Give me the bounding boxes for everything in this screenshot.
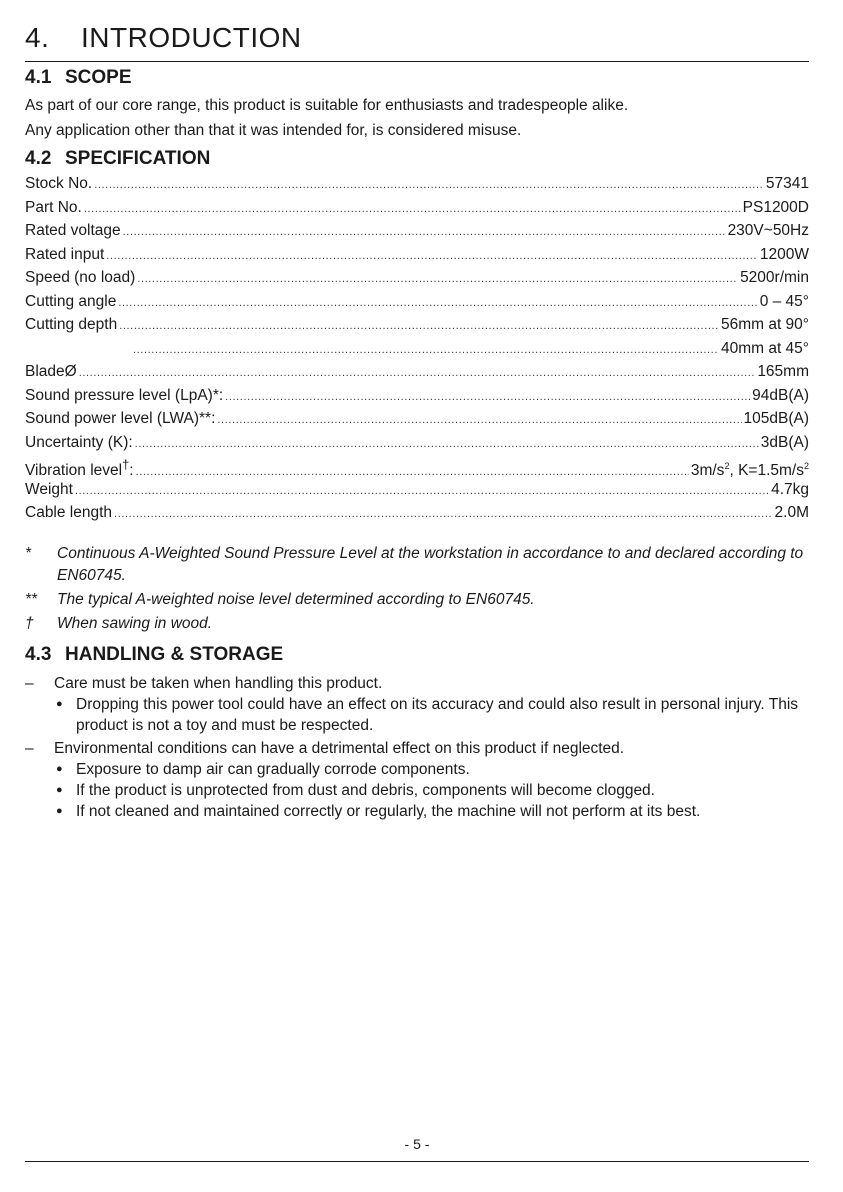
spec-row-part-no	[25, 199, 809, 223]
spec-value	[691, 461, 809, 480]
spec-value: 165mm	[757, 363, 809, 380]
dot-leader	[123, 226, 726, 238]
scope-paragraph	[25, 93, 628, 143]
scope-line: Any application other than that it was intended for, is considered misuse.	[25, 122, 522, 139]
spec-label: BladeØ	[25, 363, 77, 380]
bullet-icon: ●	[56, 805, 63, 817]
spec-value: 3dB(A)	[760, 433, 809, 451]
scope-number: 4.1	[25, 67, 52, 88]
spec-row-weight	[25, 481, 809, 505]
spec-label: Sound pressure level (LpA)*:	[25, 386, 224, 404]
bullet-text: If the product is unprotected from dust and debris, components will become clogged.	[76, 782, 655, 799]
spec-row-stock-no	[25, 175, 809, 199]
specification-heading	[25, 148, 210, 170]
spec-row-sound-pressure	[25, 387, 809, 411]
superscript: 2	[803, 461, 809, 471]
spec-value: 5200r/min	[740, 269, 809, 286]
bullet-icon: ●	[56, 698, 63, 710]
spec-row-cutting-angle	[25, 293, 809, 317]
spec-value: 1200W	[759, 245, 809, 263]
spec-label: Speed (no load)	[25, 269, 136, 286]
handling-heading	[25, 644, 283, 666]
specification-table	[25, 175, 809, 528]
bullet-item	[54, 759, 809, 780]
document-page	[25, 0, 809, 1192]
scope-line: As part of our core range, this product is suitable for enthusiasts and tradespeople alike.	[25, 97, 629, 114]
spec-row-cutting-depth	[25, 316, 809, 340]
spec-label: Cutting depth	[25, 316, 118, 333]
dot-leader	[75, 485, 769, 497]
list-item-text: Environmental conditions can have a detrimental effect on this product if neglected.	[54, 740, 625, 757]
footnote-text: When sawing in wood.	[57, 615, 213, 632]
dot-leader	[84, 203, 741, 215]
spec-value: 2.0M	[774, 504, 809, 521]
vibration-uncertainty: , K=1.5m/s	[729, 462, 804, 480]
dot-leader	[225, 391, 750, 403]
specification-number: 4.2	[25, 148, 52, 169]
spec-value: 57341	[765, 175, 809, 192]
spec-label: Stock No.	[25, 175, 93, 192]
footnote-text: The typical A-weighted noise level determined according to EN60745.	[57, 591, 535, 608]
spec-row-sound-power	[25, 410, 809, 434]
spec-value: 56mm at 90°	[720, 316, 809, 333]
spec-value: PS1200D	[742, 198, 809, 216]
dot-leader	[79, 367, 756, 379]
dot-leader	[114, 508, 772, 520]
spec-row-rated-voltage	[25, 222, 809, 246]
scope-title: SCOPE	[65, 67, 132, 88]
list-item	[25, 738, 809, 759]
dot-leader	[136, 466, 689, 478]
spec-value: 94dB(A)	[752, 386, 809, 404]
scope-heading	[25, 67, 132, 89]
page-number: - 5 -	[404, 1136, 430, 1152]
spec-row-rated-input	[25, 246, 809, 270]
spec-label-suffix: :	[129, 462, 134, 480]
dot-leader	[133, 344, 719, 356]
spec-value: 4.7kg	[771, 480, 809, 498]
footnote-mark: †	[25, 615, 34, 632]
superscript: 2	[724, 461, 730, 471]
bullet-item	[54, 780, 809, 801]
bullet-text: Dropping this power tool could have an effect on its accuracy and could also result in personal injury. This product is not a toy and must be respected.	[76, 696, 799, 734]
footnote	[25, 613, 809, 635]
dot-leader	[118, 297, 757, 309]
footnote-text: Continuous A-Weighted Sound Pressure Level at the workstation in accordance to and declared according to EN60745.	[57, 545, 804, 584]
chapter-heading	[25, 22, 302, 54]
dash-mark: –	[25, 740, 34, 757]
spec-label: Cable length	[25, 504, 113, 521]
dot-leader	[119, 320, 719, 332]
spec-label: Cutting angle	[25, 292, 117, 310]
bullet-item	[54, 801, 809, 822]
footnote-mark: *	[25, 545, 32, 562]
vibration-value: 3m/s	[690, 462, 725, 480]
bullet-text: Exposure to damp air can gradually corrode components.	[76, 761, 470, 778]
spec-row-speed	[25, 269, 809, 293]
spec-label: Part No.	[25, 198, 82, 216]
spec-value: 105dB(A)	[743, 410, 809, 427]
specification-notes	[25, 543, 809, 635]
chapter-title: INTRODUCTION	[81, 22, 302, 53]
top-rule	[25, 61, 809, 62]
spec-label: Rated voltage	[25, 222, 121, 239]
dash-mark: –	[25, 675, 34, 692]
spec-label: Rated input	[25, 245, 105, 263]
handling-title: HANDLING & STORAGE	[65, 644, 284, 665]
handling-list	[25, 673, 809, 822]
spec-label	[25, 457, 134, 480]
spec-value: 0 – 45°	[759, 292, 809, 310]
footnote-mark: **	[25, 591, 38, 608]
footnote	[25, 543, 809, 587]
spec-row-uncertainty	[25, 434, 809, 458]
chapter-number: 4.	[25, 22, 50, 53]
dot-leader	[137, 273, 738, 285]
dot-leader	[217, 414, 741, 426]
bullet-item	[54, 694, 809, 736]
footnote	[25, 589, 809, 611]
list-item	[25, 673, 809, 694]
dot-leader	[106, 250, 758, 262]
handling-number: 4.3	[25, 644, 52, 665]
dot-leader	[94, 179, 764, 191]
specification-title: SPECIFICATION	[65, 148, 211, 169]
spec-row-blade-diameter	[25, 363, 809, 387]
bullet-icon: ●	[56, 763, 63, 775]
spec-row-cable-length	[25, 504, 809, 528]
dot-leader	[135, 438, 759, 450]
bullet-icon: ●	[56, 784, 63, 796]
spec-label: Weight	[25, 480, 73, 498]
spec-value: 40mm at 45°	[720, 339, 809, 357]
spec-row-vibration	[25, 457, 809, 481]
spec-label: Uncertainty (K):	[25, 433, 133, 451]
bottom-rule	[25, 1161, 809, 1162]
spec-value: 230V~50Hz	[727, 222, 809, 239]
spec-label-text: Vibration level	[25, 462, 123, 480]
spec-row-cutting-depth-45	[25, 340, 809, 364]
bullet-text: If not cleaned and maintained correctly or regularly, the machine will not perform at its best.	[76, 803, 701, 820]
dagger-mark: †	[122, 457, 130, 472]
spec-label: Sound power level (LWA)**:	[25, 410, 216, 427]
list-item-text: Care must be taken when handling this product.	[54, 675, 383, 692]
